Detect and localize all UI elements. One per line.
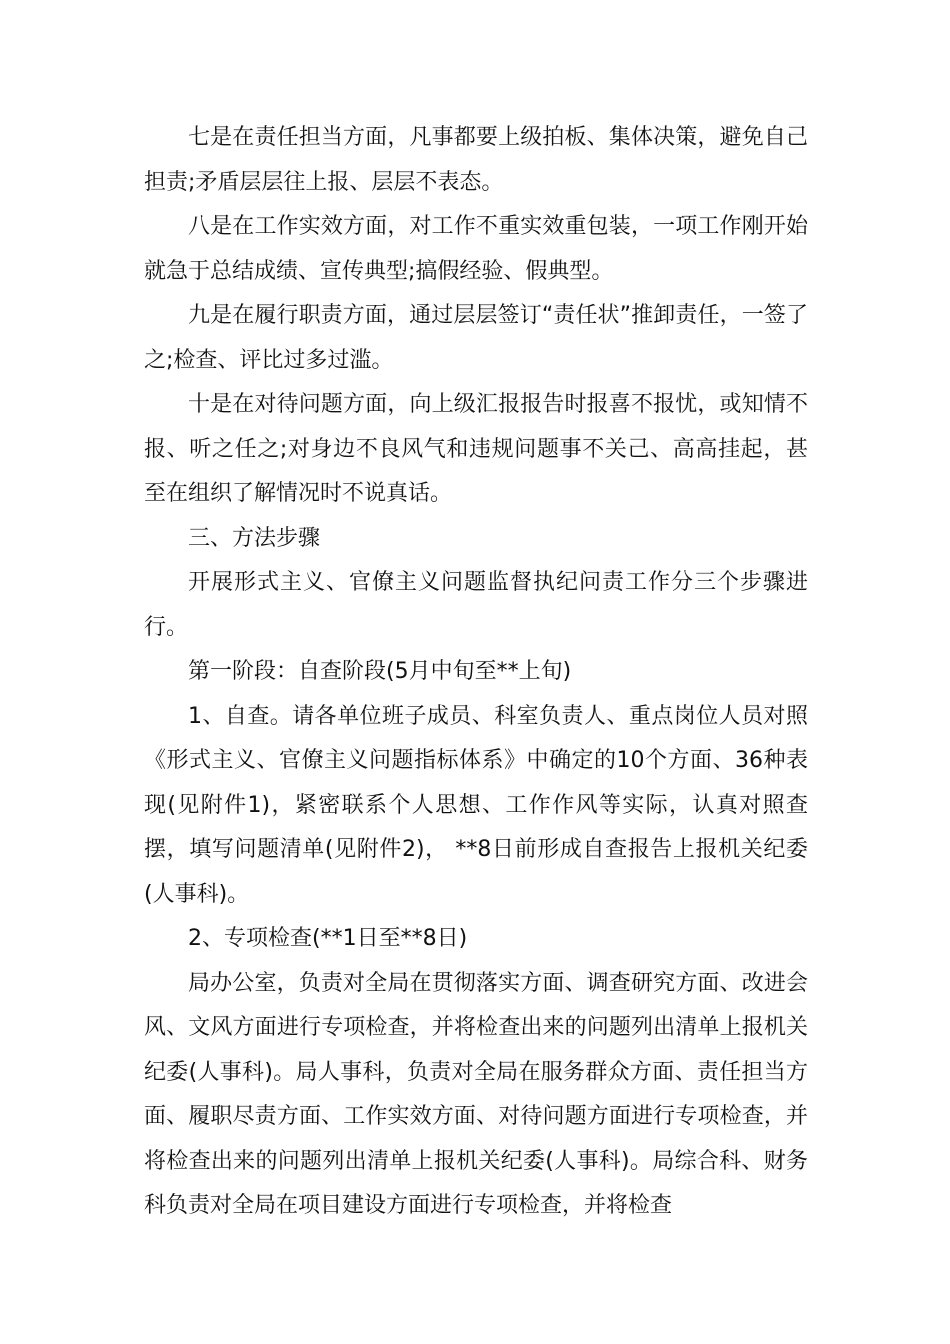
paragraph-problem-handling: 十是在对待问题方面，向上级汇报报告时报喜不报忧，或知情不报、听之任之;对身边不良风气和违规问题事不关己、高高挂起，甚至在组织了解情况时不说真话。 bbox=[144, 392, 808, 506]
paragraph-work-effectiveness: 八是在工作实效方面，对工作不重实效重包装，一项工作刚开始就急于总结成绩、宣传典型;搞假经验、假典型。 bbox=[144, 214, 808, 284]
paragraph-responsibility: 七是在责任担当方面，凡事都要上级拍板、集体决策，避免自己担责;矛盾层层往上报、层层不表态。 bbox=[144, 125, 808, 195]
paragraph-office-duties: 局办公室，负责对全局在贯彻落实方面、调查研究方面、改进会风、文风方面进行专项检查，并将检查出来的问题列出清单上报机关纪委(人事科)。局人事科，负责对全局在服务群众方面、责任担当方面、履职尽责方面、工作实效方面、对待问题方面进行专项检查，并将检查出来的问题列出清单上报机关纪委(人事科)。局综合科、财务科负责对全局在项目建设方面进行专项检查，并将检查 bbox=[144, 970, 808, 1218]
paragraph-duty-performance: 九是在履行职责方面，通过层层签订“责任状”推卸责任，一签了之;检查、评比过多过滥。 bbox=[144, 303, 808, 373]
subheading-special-inspection: 2、专项检查(**1日至**8日) bbox=[188, 926, 468, 951]
stage-one-heading: 第一阶段：自查阶段(5月中旬至**上旬) bbox=[188, 659, 572, 684]
paragraph-steps-intro: 开展形式主义、官僚主义问题监督执纪问责工作分三个步骤进行。 bbox=[144, 570, 808, 640]
section-heading-methods: 三、方法步骤 bbox=[188, 525, 321, 551]
paragraph-self-check: 1、自查。请各单位班子成员、科室负责人、重点岗位人员对照《形式主义、官僚主义问题指标体系》中确定的10个方面、36种表现(见附件1)，紧密联系个人思想、工作作风等实际，认真对照查摆，填写问题清单(见附件2)， **8日前形成自查报告上报机关纪委(人事科)。 bbox=[144, 703, 808, 907]
document-page bbox=[144, 116, 808, 1229]
